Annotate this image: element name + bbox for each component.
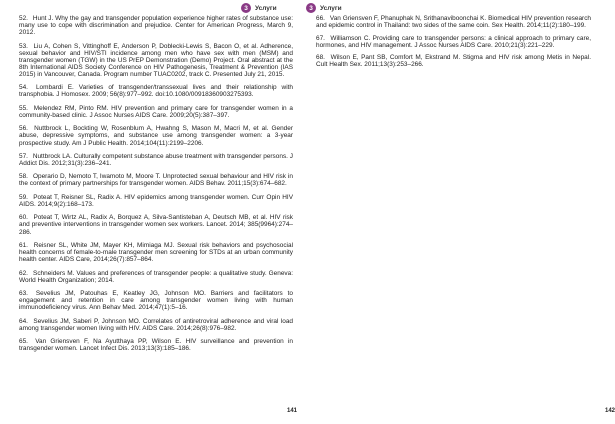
reference-number: 68. — [316, 54, 325, 62]
reference-item — [316, 54, 591, 68]
reference-item — [19, 84, 293, 98]
reference-text: Nuttbrock LA. Culturally competent substance abuse treatment with transgender persons. J Addict Dis. 2012;31(3):236–241. — [19, 152, 293, 167]
reference-text: Reisner SL, White JM, Mayer KH, Mimiaga MJ. Sexual risk behaviors and psychosocial health concerns of female-to-male transgender men screening for STDs at an urban community health center. AIDS Care, 2014;26(7):857–864. — [19, 241, 293, 264]
reference-item — [19, 153, 293, 167]
reference-number: 56. — [19, 125, 28, 133]
section-title: Услуги — [320, 4, 342, 12]
reference-text: Liu A, Cohen S, Vittinghoff E, Anderson P, Doblecki-Lewis S, Bacon O, et al. Adherence, sexual behavior and HIV/STI incidence among men who have sex with men (MSM) and transgender women (TGW) in the US PrEP Demonstration (Demo) Project. Oral abstract at the 8th International AIDS Society Conference on HIV Pathogenesis, Treatment & Prevention (IAS 2015) in Vancouver, Canada. Program number TUAC0202, track C. Presented July 21, 2015. — [19, 42, 293, 78]
reference-item — [19, 338, 293, 352]
reference-number: 63. — [19, 289, 28, 297]
reference-text: Nuttbrock L, Bockting W, Rosenblum A, Hwahng S, Mason M, Macri M, et al. Gender abuse, depressive symptoms, and substance use among transgender women: a 3-year prospective study. Am J Public Health. 2014;104(11):2199–2206. — [19, 125, 293, 147]
reference-text: Operario D, Nemoto T, Iwamoto M, Moore T. Unprotected sexual behaviour and HIV risk in the context of primary partnerships for transgender women. AIDS Behav. 2011;15(3):674–682. — [19, 173, 293, 188]
reference-item — [316, 35, 591, 49]
reference-number: 54. — [19, 84, 28, 92]
section-header — [241, 3, 277, 13]
page-number: 142 — [605, 408, 615, 414]
section-header — [306, 3, 342, 13]
left-page — [0, 0, 300, 424]
reference-number: 67. — [316, 34, 325, 42]
reference-number: 66. — [316, 15, 325, 22]
reference-text: Williamson C. Providing care to transgender persons: a clinical approach to primary care, hormones, and HIV management. J Assoc Nurses AIDS Care. 2010;21(3):221–229. — [316, 34, 591, 49]
reference-item — [19, 270, 293, 284]
reference-number: 59. — [19, 193, 28, 201]
reference-item — [316, 15, 591, 29]
reference-item — [19, 43, 293, 78]
reference-number: 57. — [19, 152, 28, 160]
reference-number: 64. — [19, 317, 28, 325]
reference-text: Schneiders M. Values and preferences of transgender people: a qualitative study. Geneva: World Health Organization; 2014. — [19, 269, 293, 284]
reference-number: 53. — [19, 42, 28, 50]
reference-number: 65. — [19, 338, 28, 346]
page-number: 141 — [287, 408, 298, 414]
reference-text: Wilson E, Pant SB, Comfort M, Ekstrand M. Stigma and HIV risk among Metis in Nepal. Cult Health Sex. 2011;13(3):253–266. — [316, 54, 591, 69]
reference-item — [19, 214, 293, 235]
right-page — [300, 0, 615, 424]
reference-text: Poteat T, Reisner SL, Radix A. HIV epidemics among transgender women. Curr Opin HIV AIDS. 2014;9(2):168–173. — [19, 193, 294, 208]
reference-number: 62. — [19, 269, 28, 277]
reference-text: Sevelius JM, Saberi P, Johnson MO. Correlates of antiretroviral adherence and viral load among transgender women living with HIV. AIDS Care. 2014;26(8):976–982. — [19, 317, 293, 332]
reference-text: Melendez RM, Pinto RM. HIV prevention and primary care for transgender women in a community-based clinic. J Assoc Nurses AIDS Care. 2009;20(5):387–397. — [19, 104, 293, 119]
reference-list — [316, 15, 591, 74]
reference-item — [19, 290, 293, 311]
reference-item — [19, 15, 293, 36]
reference-item — [19, 194, 293, 208]
reference-number: 61. — [19, 241, 28, 249]
reference-number: 60. — [19, 214, 28, 222]
reference-list — [19, 15, 293, 359]
reference-text: Poteat T, Wirtz AL, Radix A, Borquez A, Silva-Santisteban A, Deutsch MB, et al. HIV risk and preventive interventions in transgender women sex workers. Lancet. 2014; 385(9964):274–286. — [19, 214, 293, 236]
reference-text: Van Griensven F, Phanuphak N, Srithanaviboonchai K. Biomedical HIV prevention research and epidemic control in Thailand: two sides of the same coin. Sex Health. 2014;11(2):180–199. — [316, 15, 591, 30]
reference-item — [19, 173, 293, 187]
reference-number: 58. — [19, 173, 28, 181]
reference-item — [19, 318, 293, 332]
reference-number: 55. — [19, 104, 28, 112]
reference-text: Van Griensven F, Na Ayutthaya PP, Wilson E. HIV surveillance and prevention in transgender women. Lancet Infect Dis. 2013;13(3):185–186. — [19, 338, 293, 353]
reference-item — [19, 105, 293, 119]
reference-text: Lombardi E. Varieties of transgender/transsexual lives and their relationship with transphobia. J Homosex. 2009; 56(8):977–992. doi:10.1080/00918360903275393. — [19, 84, 294, 99]
chapter-badge: 3 — [306, 3, 316, 13]
reference-number: 52. — [19, 15, 28, 22]
reference-text: Hunt J. Why the gay and transgender population experience higher rates of substance use: many use to cope with discrimination and prejudice. Center for American Progress, March 9, 2012. — [19, 15, 293, 37]
chapter-badge: 3 — [241, 3, 251, 13]
section-title: Услуги — [255, 4, 277, 12]
reference-text: Sevelius JM, Patouhas E, Keatley JG, Johnson MO. Barriers and facilitators to engagement and retention in care among transgender women living with human immunodeficiency virus. Ann Behav Med. 2014;47(1):5–16. — [19, 289, 293, 312]
reference-item — [19, 242, 293, 263]
reference-item — [19, 125, 293, 146]
